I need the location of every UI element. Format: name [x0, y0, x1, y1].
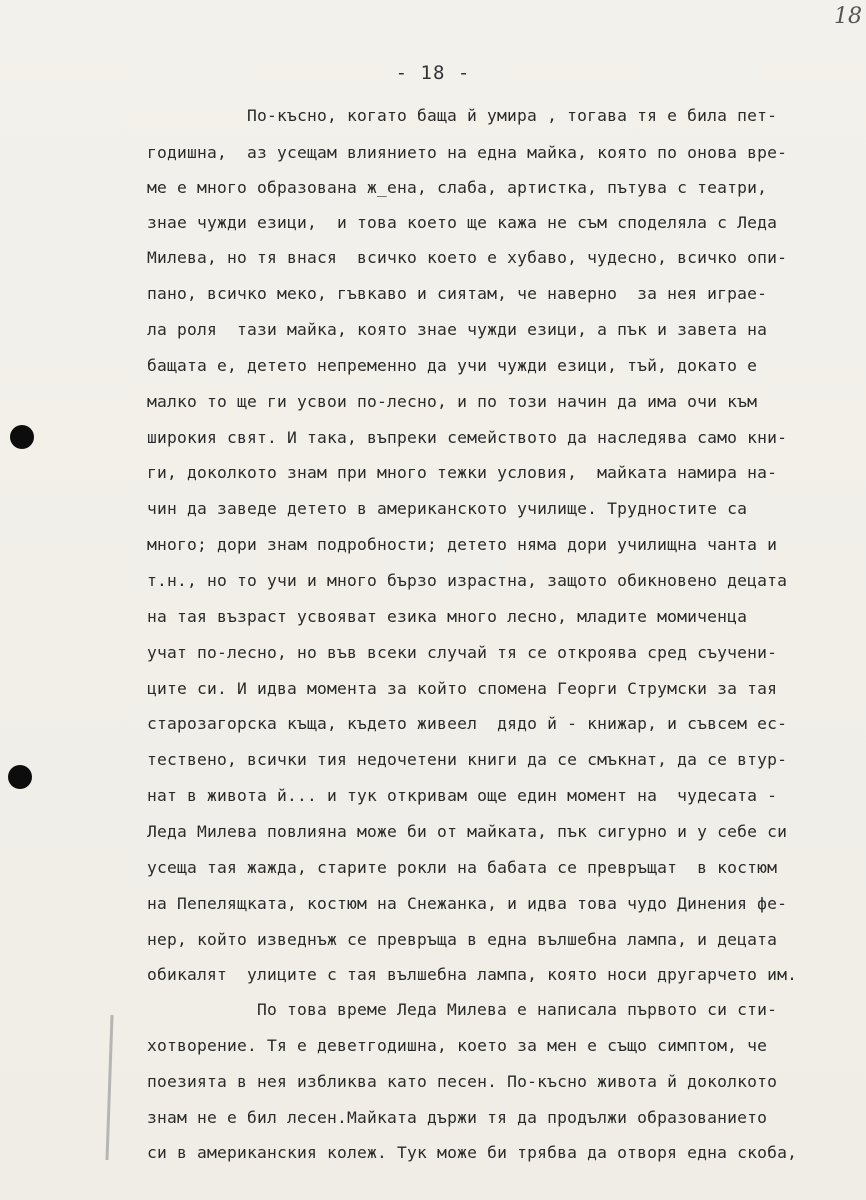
text-line: си в американския колеж. Тук може би трябва да отворя една скоба,: [147, 1143, 798, 1162]
text-line: на Пепелящката, костюм на Снежанка, и идва това чудо Динения фе-: [147, 894, 788, 913]
punch-hole-bottom: [8, 765, 32, 789]
margin-pencil-mark: [105, 1015, 113, 1160]
text-line: Леда Милева повлияна може би от майката, пък сигурно и у себе си: [147, 822, 788, 841]
text-line: хотворение. Тя е деветгодишна, което за мен е също симптом, че: [147, 1036, 768, 1055]
text-line: широкия свят. И така, въпреки семейството да наследява само кни-: [147, 428, 788, 447]
text-line: знае чужди езици, и това което ще кажа не съм споделяла с Леда: [147, 213, 778, 232]
text-line: поезията в нея избликва като песен. По-късно живота й доколкото: [147, 1072, 778, 1091]
text-line: обикалят улиците с тая вълшебна лампа, която носи другарчето им.: [147, 965, 798, 984]
text-line: ме е много образована ж_ена, слаба, артистка, пътува с театри,: [147, 178, 768, 197]
text-line: годишна, аз усещам влиянието на една майка, която по онова вре-: [147, 143, 788, 162]
page-number: - 18 -: [395, 62, 471, 84]
text-line: старозагорска къща, където живеел дядо й - книжар, и съвсем ес-: [147, 714, 788, 733]
text-line: нат в живота й... и тук откривам още един момент на чудесата -: [147, 786, 778, 805]
text-line: Милева, но тя внася всичко което е хубаво, чудесно, всичко опи-: [147, 248, 788, 267]
text-line: По това време Леда Милева е написала първото си сти-: [257, 1000, 778, 1019]
text-line: ците си. И идва момента за който спомена Георги Струмски за тая: [147, 679, 778, 698]
text-line: ла роля тази майка, която знае чужди езици, а пък и завета на: [147, 320, 768, 339]
text-line: нер, който изведнъж се превръща в една вълшебна лампа, и децата: [147, 930, 778, 949]
text-line: усеща тая жажда, старите рокли на бабата се превръщат в костюм: [147, 858, 778, 877]
text-line: ги, доколкото знам при много тежки условия, майката намира на-: [147, 463, 778, 482]
text-line: пано, всичко меко, гъвкаво и сиятам, че наверно за нея играе-: [147, 284, 768, 303]
text-line: чин да заведе детето в американското училище. Трудностите са: [147, 499, 748, 518]
text-line: много; дори знам подробности; детето няма дори училищна чанта и: [147, 535, 778, 554]
text-line: По-късно, когато баща й умира , тогава тя е била пет-: [247, 106, 778, 125]
text-line: учат по-лесно, но във всеки случай тя се откроява сред съучени-: [147, 643, 778, 662]
text-line: тествено, всички тия недочетени книги да се смъкнат, да се втур-: [147, 750, 788, 769]
handwritten-page-number: 18: [834, 4, 862, 29]
text-line: бащата е, детето непременно да учи чужди езици, тъй, докато е: [147, 356, 758, 375]
text-line: малко то ще ги усвои по-лесно, и по този начин да има очи към: [147, 392, 758, 411]
punch-hole-top: [10, 425, 34, 449]
text-line: знам не е бил лесен.Майката държи тя да продължи образованието: [147, 1108, 768, 1127]
text-line: на тая възраст усвояват езика много лесно, младите момиченца: [147, 607, 748, 626]
text-line: т.н., но то учи и много бързо израстна, защото обикновено децата: [147, 571, 788, 590]
